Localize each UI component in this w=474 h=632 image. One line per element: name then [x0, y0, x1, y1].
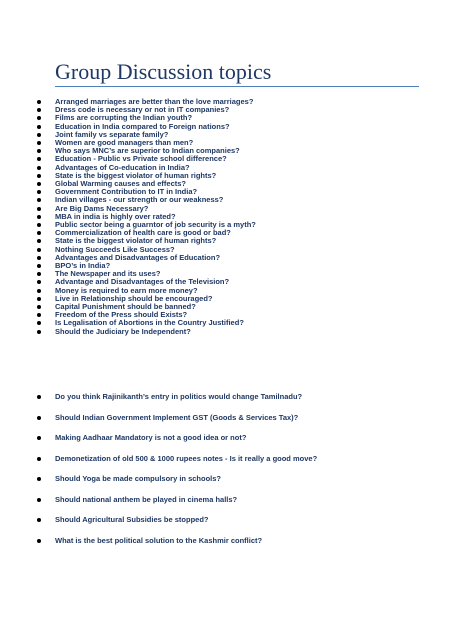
bullet-icon [37, 297, 41, 301]
topic-text: Dress code is necessary or not in IT companies? [55, 105, 230, 115]
bullet-icon [37, 157, 41, 161]
bullet-icon [37, 539, 41, 543]
list-item [0, 496, 474, 506]
topic-text: State is the biggest violator of human rights? [55, 236, 217, 246]
bullet-icon [37, 313, 41, 317]
list-item [0, 393, 474, 403]
topic-text: Global Warming causes and effects? [55, 179, 187, 188]
topic-text: Indian villages - our strength or our weakness? [55, 195, 224, 205]
bullet-icon [37, 305, 41, 309]
topic-text: Should Agricultural Subsidies be stopped? [55, 515, 209, 524]
bullet-icon [37, 280, 41, 284]
bullet-icon [37, 207, 41, 211]
list-item [0, 455, 474, 465]
topic-text: Live in Relationship should be encouraged? [55, 293, 213, 303]
bullet-icon [37, 395, 41, 399]
topic-text: Who says MNC’s are superior to Indian companies? [55, 146, 240, 156]
topic-text: Nothing Succeeds Like Success? [55, 244, 175, 254]
topic-text: State is the biggest violator of human rights? [55, 170, 217, 180]
topic-text: Are Big Dams Necessary? [55, 203, 149, 213]
bullet-icon [37, 174, 41, 178]
topic-text: Should Yoga be made compulsory in schools? [55, 474, 221, 483]
bullet-icon [37, 289, 41, 293]
topic-text: Women are good managers than men? [55, 138, 194, 147]
list-item [0, 516, 474, 526]
topic-text: Making Aadhaar Mandatory is not a good idea or not? [55, 433, 247, 442]
topic-text: Should national anthem be played in cinema halls? [55, 494, 238, 504]
bullet-icon [37, 231, 41, 235]
topic-text: Capital Punishment should be banned? [55, 302, 196, 311]
list-item [0, 434, 474, 444]
bullet-icon [37, 166, 41, 170]
bullet-icon [37, 518, 41, 522]
topic-text: Money is required to earn more money? [55, 285, 198, 295]
bullet-icon [37, 116, 41, 120]
bullet-icon [37, 498, 41, 502]
bullet-icon [37, 100, 41, 104]
bullet-icon [37, 256, 41, 260]
topic-text: Education in India compared to Foreign nations? [55, 121, 230, 131]
list-item [0, 475, 474, 485]
topic-text: Is Legalisation of Abortions in the Country Justified? [55, 318, 244, 328]
bullet-icon [37, 239, 41, 243]
topic-text: Freedom of the Press should Exists? [55, 310, 188, 320]
topic-text: Education - Public vs Private school difference? [55, 154, 227, 164]
bullet-icon [37, 436, 41, 440]
topic-text: Government Contribution to IT in India? [55, 187, 198, 197]
bullet-icon [37, 272, 41, 276]
topic-text: Should Indian Government Implement GST (Goods & Services Tax)? [55, 412, 299, 422]
topic-text: BPO’s in India? [55, 261, 111, 270]
bullet-icon [37, 125, 41, 129]
bullet-icon [37, 108, 41, 112]
bullet-icon [37, 182, 41, 186]
bullet-icon [37, 133, 41, 137]
bullet-icon [37, 141, 41, 145]
topic-text: Public sector being a guarntor of job security is a myth? [55, 220, 256, 229]
topic-text: What is the best political solution to the Kashmir conflict? [55, 535, 263, 545]
bullet-icon [37, 264, 41, 268]
list-item [0, 414, 474, 424]
bullet-icon [37, 215, 41, 219]
topic-text: The Newspaper and its uses? [55, 269, 161, 279]
topic-text: Advantages and Disadvantages of Education? [55, 252, 221, 262]
bullet-icon [37, 330, 41, 334]
topic-text: Commercialization of health care is good or bad? [55, 228, 231, 238]
topic-text: Films are corrupting the Indian youth? [55, 113, 193, 123]
bullet-icon [37, 190, 41, 194]
bullet-icon [37, 223, 41, 227]
page-title: Group Discussion topics [55, 59, 272, 84]
bullet-icon [37, 416, 41, 420]
topic-text: Demonetization of old 500 & 1000 rupees notes - Is it really a good move? [55, 453, 318, 463]
topic-text: MBA in india is highly over rated? [55, 211, 176, 221]
list-item [0, 537, 474, 547]
bullet-icon [37, 477, 41, 481]
list-item [0, 328, 474, 338]
topic-text: Advantage and Disadvantages of the Television? [55, 277, 230, 287]
bullet-icon [37, 149, 41, 153]
topic-text: Should the Judiciary be Independent? [55, 326, 191, 336]
bullet-icon [37, 321, 41, 325]
bullet-icon [37, 198, 41, 202]
bullet-icon [37, 457, 41, 461]
bullet-icon [37, 248, 41, 252]
topic-text: Arranged marriages are better than the love marriages? [55, 97, 254, 106]
topic-text: Advantages of Co-education in India? [55, 162, 190, 172]
topic-text: Do you think Rajinikanth’s entry in politics would change Tamilnadu? [55, 392, 303, 401]
topic-text: Joint family vs separate family? [55, 129, 169, 139]
